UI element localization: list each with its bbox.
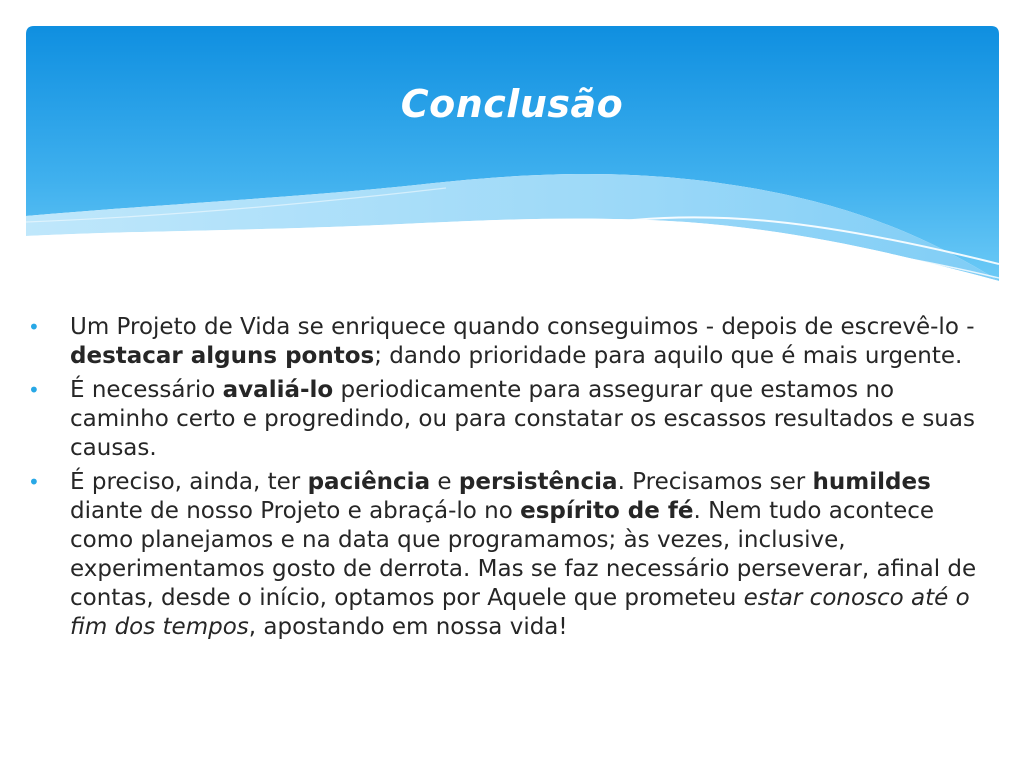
bullet-marker-icon: • bbox=[28, 378, 40, 402]
bullet-text: . Precisamos ser bbox=[617, 469, 813, 495]
bullet-emphasis: espírito de fé bbox=[520, 498, 694, 524]
bullet-text: periodicamente para assegurar que estamos no caminho certo e progredindo, ou para constatar os escassos resultados e suas causas. bbox=[70, 377, 975, 461]
bullet-emphasis: avaliá-lo bbox=[222, 377, 334, 403]
bullet-emphasis: destacar alguns pontos bbox=[70, 343, 375, 369]
bullet-text: É preciso, ainda, ter bbox=[70, 469, 308, 495]
bullet-text: . Nem tudo acontece como planejamos e na data que programamos; às vezes, inclusive, experimentamos gosto de derrota. Mas se faz necessário perseverar, afinal de contas, desde o início, optamos por Aquele que prometeu bbox=[70, 498, 977, 611]
bullet-text: Um Projeto de Vida se enriquece quando conseguimos - depois de escrevê-lo - bbox=[70, 314, 975, 340]
bullet-marker-icon: • bbox=[28, 470, 40, 494]
bullet-italic: estar conosco até o fim dos tempos bbox=[70, 585, 970, 640]
bullet-text: ; dando prioridade para aquilo que é mais urgente. bbox=[374, 343, 963, 369]
bullet-list bbox=[28, 313, 988, 647]
bullet-item bbox=[28, 376, 988, 463]
bullet-item bbox=[28, 313, 988, 371]
bullet-emphasis: paciência bbox=[307, 469, 431, 495]
bullet-text: É necessário bbox=[70, 377, 223, 403]
bullet-emphasis: persistência bbox=[458, 469, 618, 495]
bullet-text: e bbox=[430, 469, 459, 495]
bullet-marker-icon: • bbox=[28, 315, 40, 339]
slide-title: Conclusão bbox=[400, 82, 624, 126]
bullet-text: , apostando em nossa vida! bbox=[248, 614, 568, 640]
bullet-emphasis: humildes bbox=[812, 469, 931, 495]
bullet-item bbox=[28, 468, 988, 642]
bullet-text: diante de nosso Projeto e abraçá-lo no bbox=[70, 498, 521, 524]
header-wave-banner bbox=[26, 26, 999, 281]
